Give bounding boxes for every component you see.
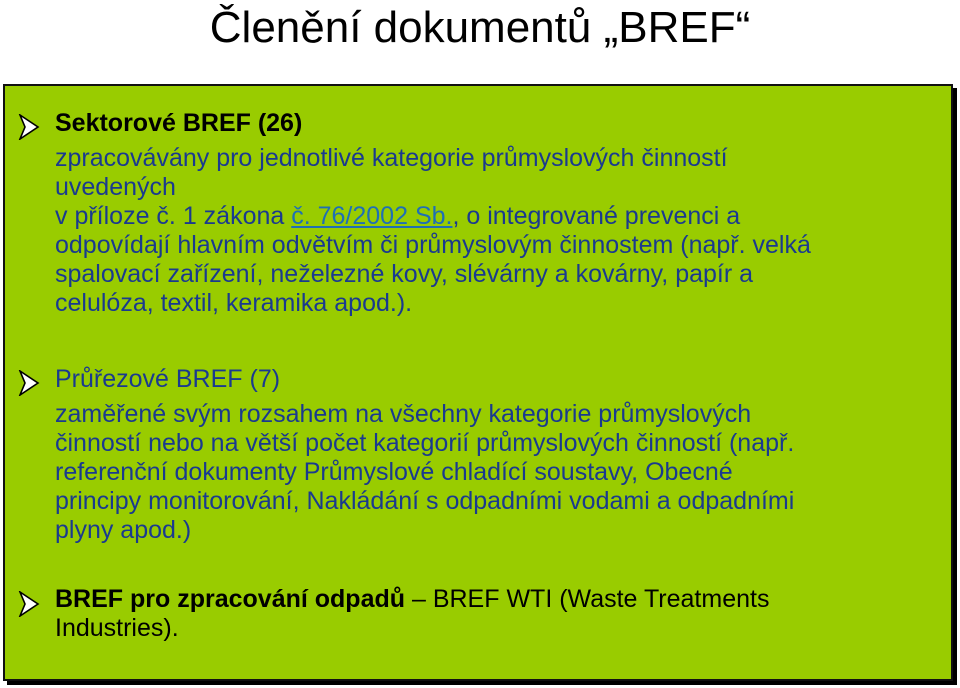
body-line-text: , o integrované prevenci a [452,202,741,230]
body-line: zaměřené svým rozsahem na všechny kategorie průmyslových [55,400,752,428]
body-line: odpovídají hlavním odvětvím či průmyslovým činnostem (např. velká [55,231,811,259]
section-heading: Sektorové BREF (26) [55,109,303,137]
section-heading: Průřezové BREF (7) [55,365,281,393]
body-line: Industries). [55,614,179,642]
body-line: principy monitorování, Nakládání s odpadními vodami a odpadními [55,487,795,515]
body-line: plyny apod.) [55,516,192,544]
body-line: uvedených [55,173,176,201]
arrowhead-bullet-icon [18,114,40,140]
body-line-text: – BREF WTI (Waste Treatments [405,585,770,613]
arrowhead-bullet-icon [18,370,40,396]
section-body [55,585,935,643]
body-line: zpracovávány pro jednotlivé kategorie průmyslových činností [55,144,728,172]
body-line: spalovací zařízení, neželezné kovy, slévárny a kovárny, papír a [55,260,754,288]
body-line: referenční dokumenty Průmyslové chladící soustavy, Obecné [55,458,733,486]
section-body [55,400,935,545]
body-line [55,202,935,231]
body-line [55,585,935,614]
content-panel [3,84,953,681]
section-heading: BREF pro zpracování odpadů [55,585,406,613]
body-line: celulóza, textil, keramika apod.). [55,289,413,317]
page-title: Členění dokumentů „BREF“ [209,3,751,52]
body-line: činností nebo na větší počet kategorií průmyslových činností (např. [55,429,795,457]
section-body [55,144,935,318]
law-link[interactable]: č. 76/2002 Sb. [291,202,453,230]
arrowhead-bullet-icon [18,591,40,617]
body-line-text: v příloze č. 1 zákona [55,202,292,230]
